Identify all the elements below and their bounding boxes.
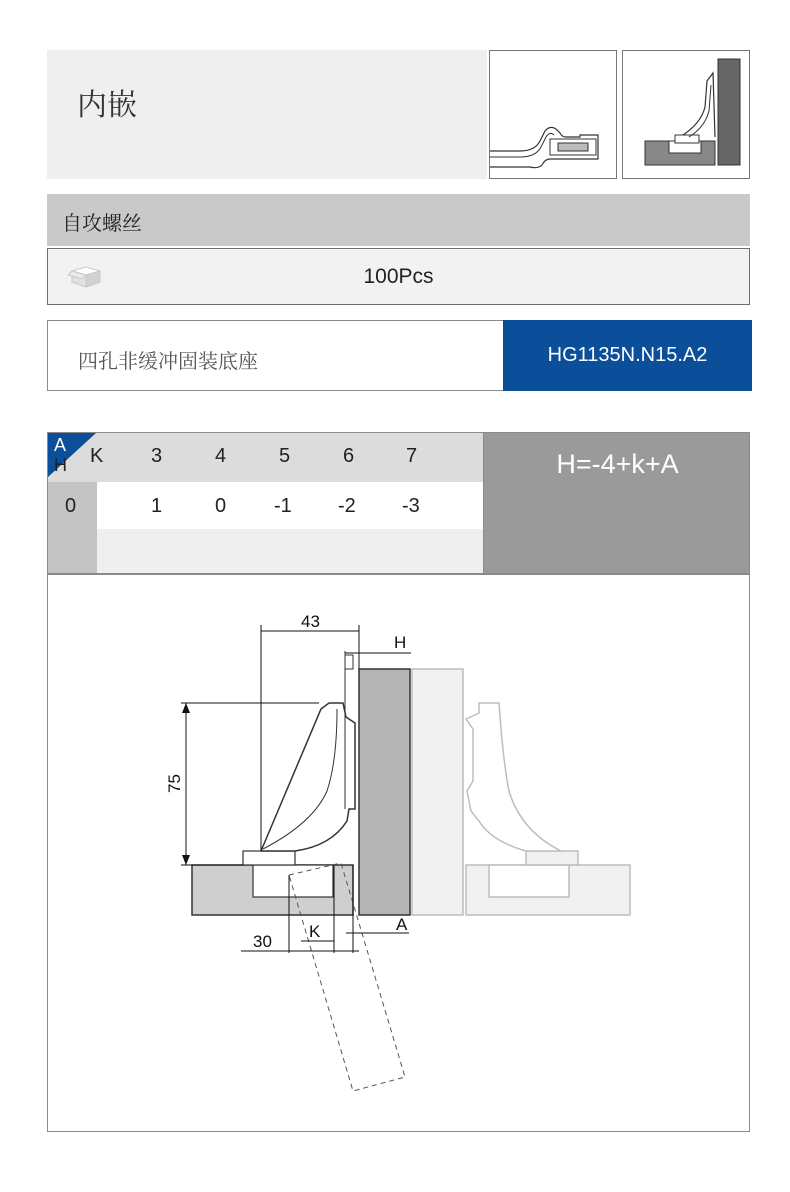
a-value: 0 (65, 495, 77, 517)
dim-k-label: K (309, 922, 321, 941)
dim-a-label: A (396, 915, 408, 934)
hinge-dimension-drawing (48, 575, 751, 1133)
h-value: 1 (151, 495, 163, 517)
title-panel (47, 50, 487, 179)
k-value: 4 (215, 445, 227, 467)
screw-type-label: 自攻螺丝 (62, 211, 142, 235)
table-header-row (48, 433, 483, 482)
screw-type-bar (47, 194, 750, 246)
k-value: 5 (279, 445, 291, 467)
technical-drawing-panel (47, 574, 750, 1132)
formula-text: H=-4+k+A (556, 449, 679, 479)
door-panel (359, 669, 410, 915)
inset-hinge-thumbnail-front (622, 50, 750, 179)
mount-type-title: 内嵌 (77, 88, 137, 123)
dim-h-label: H (394, 633, 407, 652)
h-value: -3 (402, 495, 420, 517)
h-value: -1 (274, 495, 292, 517)
product-code: HG1135N.N15.A2 (547, 344, 708, 366)
k-value: 7 (406, 445, 418, 467)
dim-75-label: 75 (165, 774, 184, 793)
product-code-badge (503, 320, 752, 391)
hinge-arm (261, 703, 355, 851)
table-row (48, 529, 483, 574)
mounting-plate (253, 865, 333, 897)
mounting-plate-description: 四孔非缓冲固装底座 (78, 349, 258, 373)
package-quantity-bar (47, 248, 750, 305)
parameter-panel (47, 432, 750, 574)
k-header: K (90, 445, 104, 467)
dim-43-label: 43 (301, 612, 320, 631)
hinge-arm-foot (243, 851, 295, 865)
package-quantity: 100Pcs (363, 265, 434, 288)
h-value: -2 (338, 495, 356, 517)
inset-hinge-thumbnail-side (489, 50, 617, 179)
mounting-plate-bar (47, 320, 750, 391)
k-value: 3 (151, 445, 163, 467)
k-value: 6 (343, 445, 355, 467)
corner-a-label: A (54, 435, 67, 455)
hinge-open-ghost (412, 669, 630, 915)
h-value: 0 (215, 495, 227, 517)
formula-box (483, 433, 750, 574)
corner-h-label: H (54, 455, 67, 475)
dim-30-label: 30 (253, 932, 272, 951)
